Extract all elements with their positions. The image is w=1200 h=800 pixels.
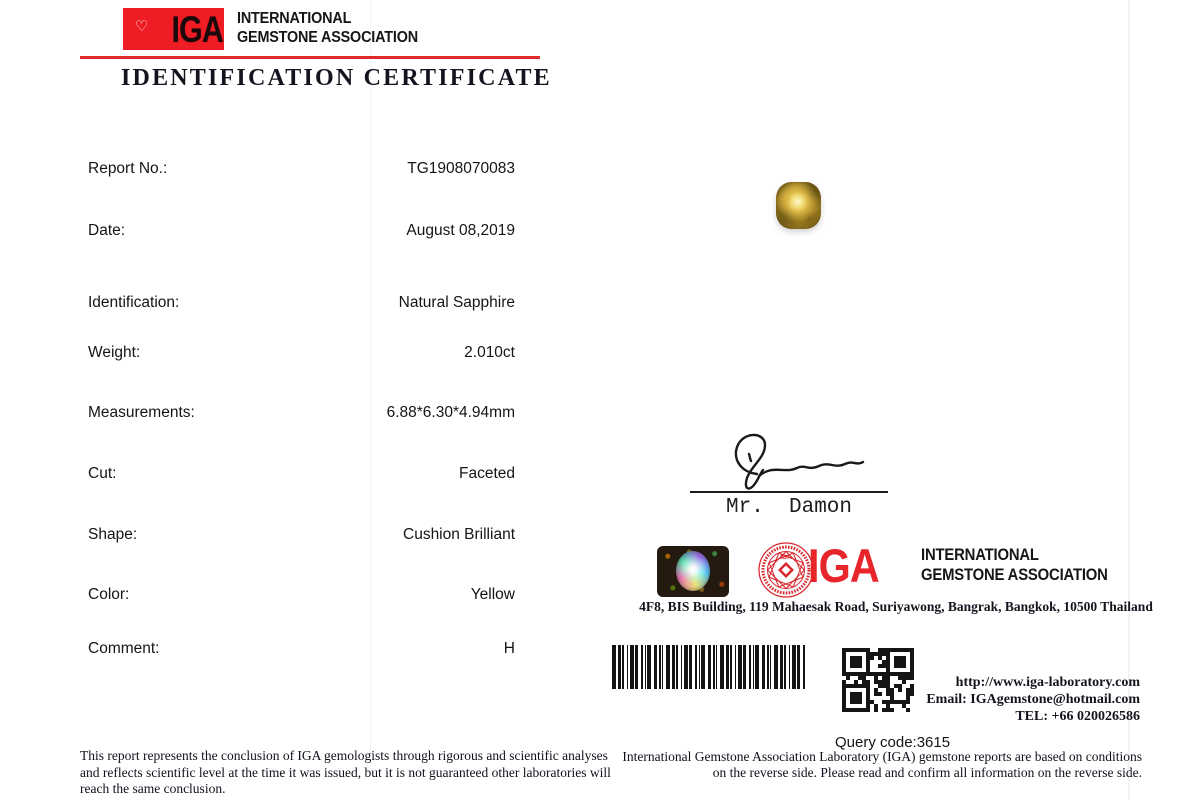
footer-org-line2: GEMSTONE ASSOCIATION bbox=[921, 566, 1108, 584]
certificate-title: IDENTIFICATION CERTIFICATE bbox=[121, 65, 552, 91]
field-value: Natural Sapphire bbox=[398, 294, 515, 311]
field-row-cut bbox=[88, 465, 518, 485]
lab-address: 4F8, BIS Building, 119 Mahaesak Road, Suriyawong, Bangrak, Bangkok, 10500 Thailand bbox=[639, 599, 1153, 614]
iga-seal-emblem bbox=[757, 541, 815, 599]
barcode bbox=[612, 645, 806, 689]
field-row-measurements bbox=[88, 404, 518, 424]
scan-artifact-line bbox=[370, 0, 371, 760]
svg-text:IGA: IGA bbox=[780, 554, 792, 561]
qr-code bbox=[842, 648, 914, 714]
field-value: Cushion Brilliant bbox=[403, 526, 515, 543]
field-label: Date: bbox=[88, 222, 126, 239]
contact-email: Email: IGAgemstone@hotmail.com bbox=[926, 692, 1140, 707]
field-row-weight bbox=[88, 344, 518, 364]
query-code: Query code:3615 bbox=[835, 734, 951, 751]
field-value: August 08,2019 bbox=[406, 222, 515, 239]
field-value: Faceted bbox=[458, 465, 515, 482]
field-row-date bbox=[88, 222, 518, 242]
field-row-comment bbox=[88, 640, 518, 660]
hologram-sticker bbox=[657, 546, 729, 597]
field-label: Identification: bbox=[88, 294, 180, 311]
footer-org-name bbox=[921, 545, 1128, 585]
field-label: Comment: bbox=[88, 640, 160, 657]
field-value: 2.010ct bbox=[464, 344, 515, 361]
field-label: Color: bbox=[88, 586, 130, 603]
header-divider-rule bbox=[80, 56, 540, 59]
header-logo-box bbox=[123, 8, 224, 50]
header-org-line1: INTERNATIONAL bbox=[237, 10, 352, 27]
field-value: Yellow bbox=[470, 586, 515, 603]
field-row-color bbox=[88, 586, 518, 606]
signature-rule bbox=[690, 491, 888, 493]
footer-logo-iga-text: IGA bbox=[808, 539, 879, 592]
hologram-circle bbox=[676, 551, 710, 591]
contact-block bbox=[926, 674, 1140, 725]
field-value: TG1908070083 bbox=[407, 160, 515, 177]
footer-org-line1: INTERNATIONAL bbox=[921, 546, 1039, 564]
field-label: Report No.: bbox=[88, 160, 168, 177]
field-row-identification bbox=[88, 294, 518, 314]
field-row-report-no bbox=[88, 160, 518, 180]
header-org-name bbox=[237, 9, 438, 47]
scan-artifact-line bbox=[1128, 0, 1130, 800]
field-label: Weight: bbox=[88, 344, 141, 361]
header-org-line2: GEMSTONE ASSOCIATION bbox=[237, 29, 418, 46]
gem-photo bbox=[776, 182, 821, 229]
signatory-name: Mr. Damon bbox=[725, 496, 853, 519]
field-label: Cut: bbox=[88, 465, 117, 482]
heart-icon: ♡ bbox=[135, 18, 149, 35]
field-row-shape bbox=[88, 526, 518, 546]
header-logo-iga-text: IGA bbox=[171, 8, 224, 50]
field-value: 6.88*6.30*4.94mm bbox=[386, 404, 515, 421]
signature-handwriting bbox=[705, 428, 885, 492]
contact-tel: TEL: +66 020026586 bbox=[1015, 709, 1140, 724]
disclaimer-left: This report represents the conclusion of IGA gemologists through rigorous and scientific analyses and reflects scientific level at the time it was issued, but it is not guaranteed other laboratories will reach the same conclusion. bbox=[80, 748, 611, 796]
field-value: H bbox=[503, 640, 515, 657]
field-label: Shape: bbox=[88, 526, 138, 543]
disclaimer-right: International Gemstone Association Laboratory (IGA) gemstone reports are based on conditions on the reverse side. Please read and confirm all information on the reverse side. bbox=[622, 749, 1142, 780]
field-label: Measurements: bbox=[88, 404, 195, 421]
contact-website: http://www.iga-laboratory.com bbox=[955, 675, 1140, 690]
